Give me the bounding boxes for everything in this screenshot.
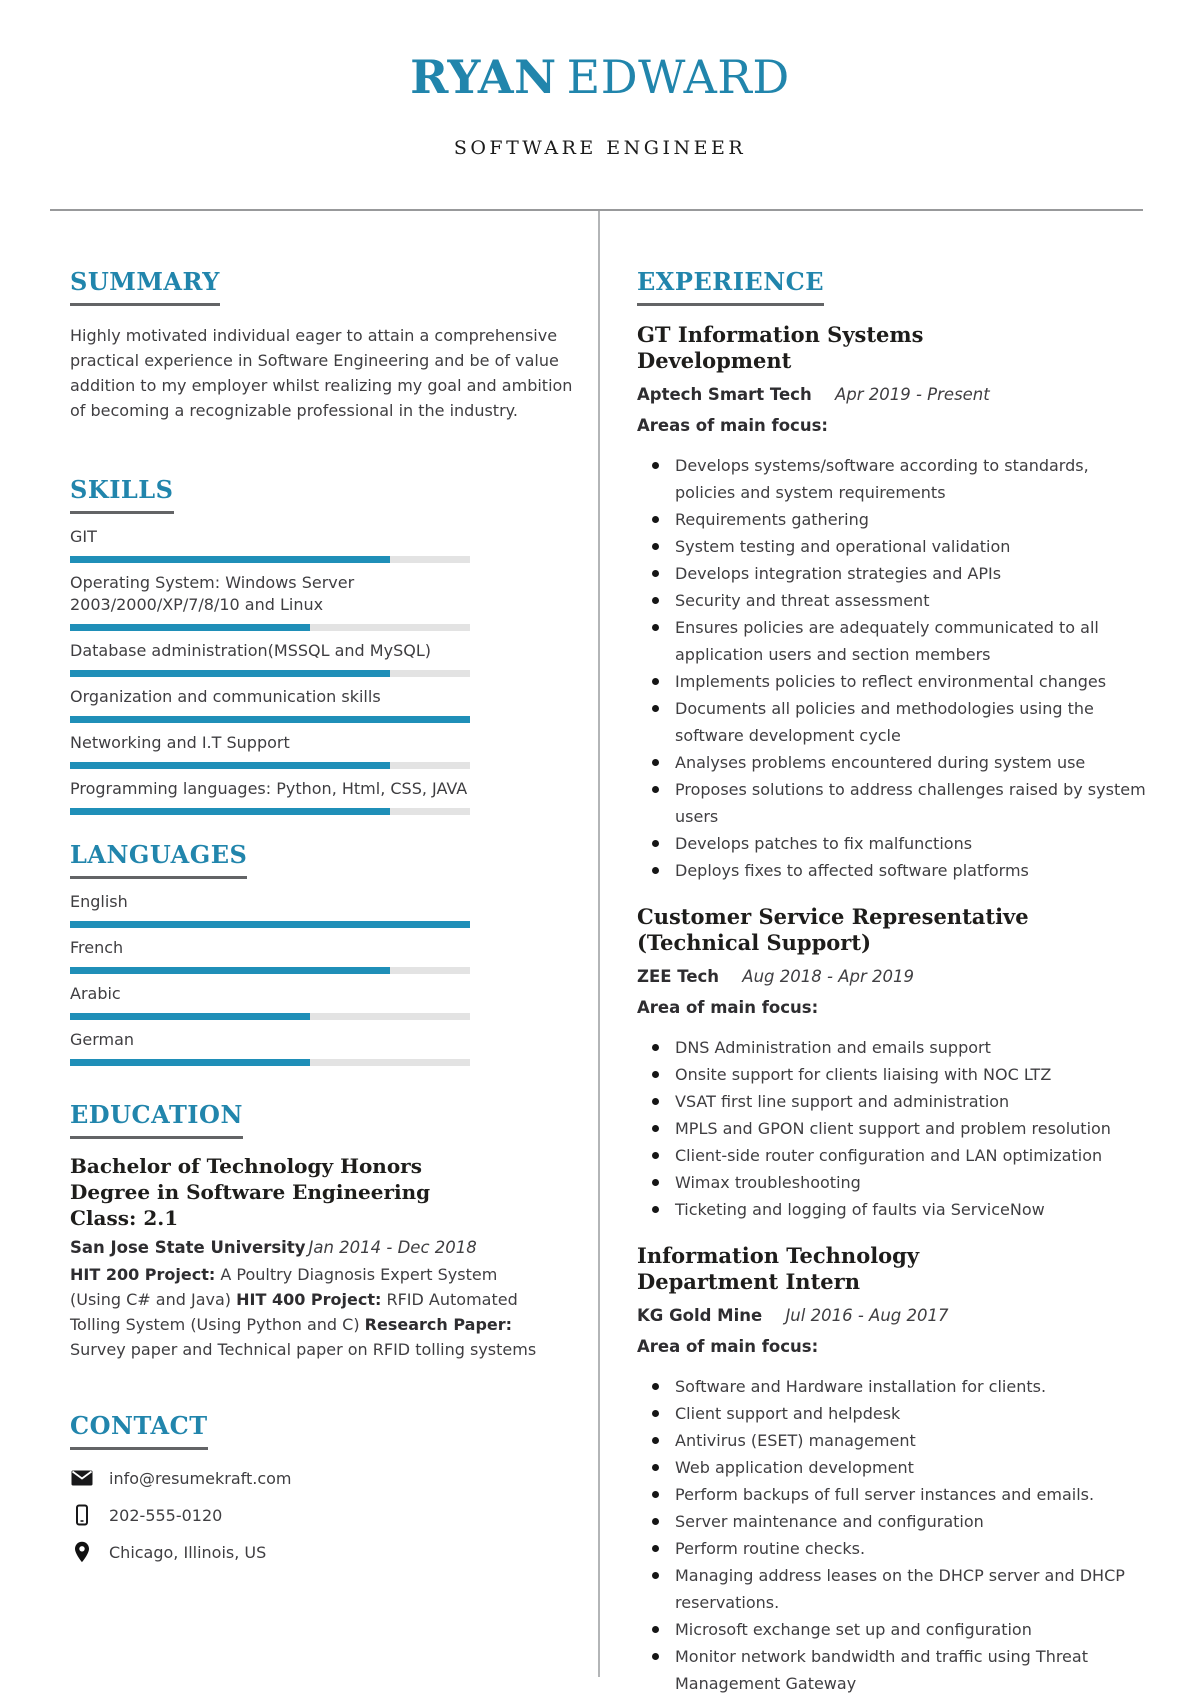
job-bullet: Microsoft exchange set up and configuration [637, 1616, 1152, 1643]
job-bullets [637, 452, 1152, 884]
skill-bar-track [70, 762, 470, 769]
skill-bar-track [70, 624, 470, 631]
left-column [70, 267, 573, 1577]
job-company: Aptech Smart Tech [637, 385, 812, 404]
language-bar-fill [70, 921, 470, 928]
detail-text: Survey paper and Technical paper on RFID tolling systems [70, 1340, 537, 1359]
job-bullet: Antivirus (ESET) management [637, 1427, 1152, 1454]
job-bullet: Security and threat assessment [637, 587, 1152, 614]
job-bullet: Ticketing and logging of faults via ServiceNow [637, 1196, 1152, 1223]
skill-item [70, 778, 525, 815]
skill-bar-track [70, 670, 470, 677]
language-bar-fill [70, 967, 390, 974]
skill-item [70, 686, 525, 723]
school-name: San Jose State University [70, 1238, 306, 1257]
contact-email: info@resumekraft.com [109, 1468, 292, 1488]
contact-heading: CONTACT [70, 1412, 208, 1450]
job-bullet: Client-side router configuration and LAN optimization [637, 1142, 1152, 1169]
education-details [70, 1262, 550, 1362]
language-label: Arabic [70, 984, 121, 1003]
skill-bar-fill [70, 762, 390, 769]
job-bullet: Proposes solutions to address challenges raised by system users [637, 776, 1152, 830]
skill-label: Database administration(MSSQL and MySQL) [70, 641, 431, 660]
language-label: English [70, 892, 128, 911]
job-bullet: Server maintenance and configuration [637, 1508, 1152, 1535]
job-bullet: Implements policies to reflect environmental changes [637, 668, 1152, 695]
contact-phone-row [70, 1503, 525, 1527]
summary-heading: SUMMARY [70, 268, 220, 306]
job-bullet: Managing address leases on the DHCP server and DHCP reservations. [637, 1562, 1152, 1616]
skill-bar-fill [70, 716, 470, 723]
contact-phone: 202-555-0120 [109, 1505, 223, 1525]
job-bullet: MPLS and GPON client support and problem resolution [637, 1115, 1152, 1142]
job-bullet: Develops integration strategies and APIs [637, 560, 1152, 587]
skill-item [70, 640, 525, 677]
summary-section [70, 267, 573, 423]
job-company: ZEE Tech [637, 967, 720, 986]
skill-bar-fill [70, 556, 390, 563]
job-dates: Jul 2016 - Aug 2017 [785, 1306, 949, 1325]
detail-label: Research Paper: [364, 1315, 513, 1334]
language-bar-track [70, 1059, 470, 1066]
job-bullet: Web application development [637, 1454, 1152, 1481]
job-bullet: Monitor network bandwidth and traffic using Threat Management Gateway [637, 1643, 1152, 1697]
job-bullet: System testing and operational validation [637, 533, 1152, 560]
job-dates: Aug 2018 - Apr 2019 [742, 967, 914, 986]
contact-location-row [70, 1540, 525, 1564]
job-company: KG Gold Mine [637, 1306, 763, 1325]
job-meta [637, 964, 1152, 989]
jobs-list [637, 322, 1152, 1697]
job-meta [637, 382, 1152, 407]
contact-email-row [70, 1466, 525, 1490]
skill-item [70, 572, 525, 631]
language-label: French [70, 938, 124, 957]
detail-label: HIT 200 Project: [70, 1265, 216, 1284]
job-bullet: DNS Administration and emails support [637, 1034, 1152, 1061]
job-bullet: Develops patches to fix malfunctions [637, 830, 1152, 857]
skill-item [70, 526, 525, 563]
skill-label: GIT [70, 527, 97, 546]
job-meta [637, 1303, 1152, 1328]
skill-bar-track [70, 716, 470, 723]
language-bar-track [70, 921, 470, 928]
language-bar-track [70, 967, 470, 974]
job-bullet: Requirements gathering [637, 506, 1152, 533]
skill-label: Operating System: Windows Server 2003/2000/XP/7/8/10 and Linux [70, 573, 355, 614]
job-title: Customer Service Representative (Technical Support) [637, 904, 1029, 955]
education-meta [70, 1235, 525, 1260]
languages-list [70, 891, 525, 1066]
person-name [0, 50, 1200, 104]
education-section [70, 1100, 537, 1362]
language-item [70, 983, 525, 1020]
job-bullet: Develops systems/software according to standards, policies and system requirements [637, 452, 1152, 506]
job-bullet: Deploys fixes to affected software platforms [637, 857, 1152, 884]
detail-label: HIT 400 Project: [236, 1290, 382, 1309]
skills-section [70, 476, 525, 815]
job-bullets [637, 1034, 1152, 1223]
first-name: RYAN [410, 50, 557, 104]
skill-label: Networking and I.T Support [70, 733, 290, 752]
job-bullet: Onsite support for clients liaising with NOC LTZ [637, 1061, 1152, 1088]
language-item [70, 937, 525, 974]
job-title: GT Information Systems Development [637, 322, 924, 373]
job-bullet: Perform routine checks. [637, 1535, 1152, 1562]
job-focus-label: Areas of main focus: [637, 416, 828, 435]
resume-header [0, 0, 1200, 160]
detail-text: RFID Automated Tolling System (Using Python and C) [70, 1290, 518, 1334]
detail-text: A Poultry Diagnosis Expert System (Using C# and Java) [70, 1265, 498, 1309]
education-dates: Jan 2014 - Dec 2018 [308, 1238, 477, 1257]
job-bullet: VSAT first line support and administration [637, 1088, 1152, 1115]
language-bar-fill [70, 1059, 310, 1066]
education-heading: EDUCATION [70, 1101, 243, 1139]
header-divider-line [50, 209, 1143, 211]
job-focus-label: Area of main focus: [637, 1337, 819, 1356]
degree-title: Bachelor of Technology Honors Degree in Software Engineering Class: 2.1 [70, 1154, 431, 1230]
summary-text: Highly motivated individual eager to attain a comprehensive practical experience in Software Engineering and be of value addition to my employer whilst realizing my goal and ambition of becoming a recognizable professional in the industry. [70, 326, 573, 420]
job-title: Information Technology Department Intern [637, 1243, 920, 1294]
job-bullet: Client support and helpdesk [637, 1400, 1152, 1427]
language-bar-track [70, 1013, 470, 1020]
envelope-icon [70, 1466, 94, 1490]
language-item [70, 1029, 525, 1066]
column-divider-line [598, 211, 600, 1677]
location-pin-icon [70, 1540, 94, 1564]
skill-bar-track [70, 556, 470, 563]
skill-bar-fill [70, 670, 390, 677]
skill-bar-fill [70, 624, 310, 631]
language-item [70, 891, 525, 928]
job-entry [637, 322, 1152, 884]
right-column [637, 268, 1152, 1697]
skill-label: Programming languages: Python, Html, CSS, JAVA [70, 779, 468, 798]
job-entry [637, 904, 1152, 1223]
skill-bar-fill [70, 808, 390, 815]
skill-bar-track [70, 808, 470, 815]
smartphone-icon [70, 1503, 94, 1527]
job-entry [637, 1243, 1152, 1697]
job-bullet: Wimax troubleshooting [637, 1169, 1152, 1196]
skill-item [70, 732, 525, 769]
skills-heading: SKILLS [70, 476, 174, 514]
job-bullet: Ensures policies are adequately communicated to all application users and section members [637, 614, 1152, 668]
job-bullet: Perform backups of full server instances and emails. [637, 1481, 1152, 1508]
contact-section [70, 1412, 525, 1564]
skill-label: Organization and communication skills [70, 687, 381, 706]
job-bullet: Analyses problems encountered during system use [637, 749, 1152, 776]
job-title-subtitle: SOFTWARE ENGINEER [453, 137, 747, 159]
contact-location: Chicago, Illinois, US [109, 1542, 267, 1562]
language-label: German [70, 1030, 135, 1049]
job-focus-label: Area of main focus: [637, 998, 819, 1017]
language-bar-fill [70, 1013, 310, 1020]
languages-heading: LANGUAGES [70, 841, 247, 879]
job-bullet: Software and Hardware installation for clients. [637, 1373, 1152, 1400]
job-bullets [637, 1373, 1152, 1697]
skills-list [70, 526, 525, 815]
job-dates: Apr 2019 - Present [834, 385, 990, 404]
job-bullet: Documents all policies and methodologies using the software development cycle [637, 695, 1152, 749]
languages-section [70, 841, 525, 1066]
contact-rows [70, 1466, 525, 1564]
last-name: EDWARD [566, 50, 790, 104]
experience-section [637, 268, 1152, 1697]
experience-heading: EXPERIENCE [637, 268, 824, 306]
